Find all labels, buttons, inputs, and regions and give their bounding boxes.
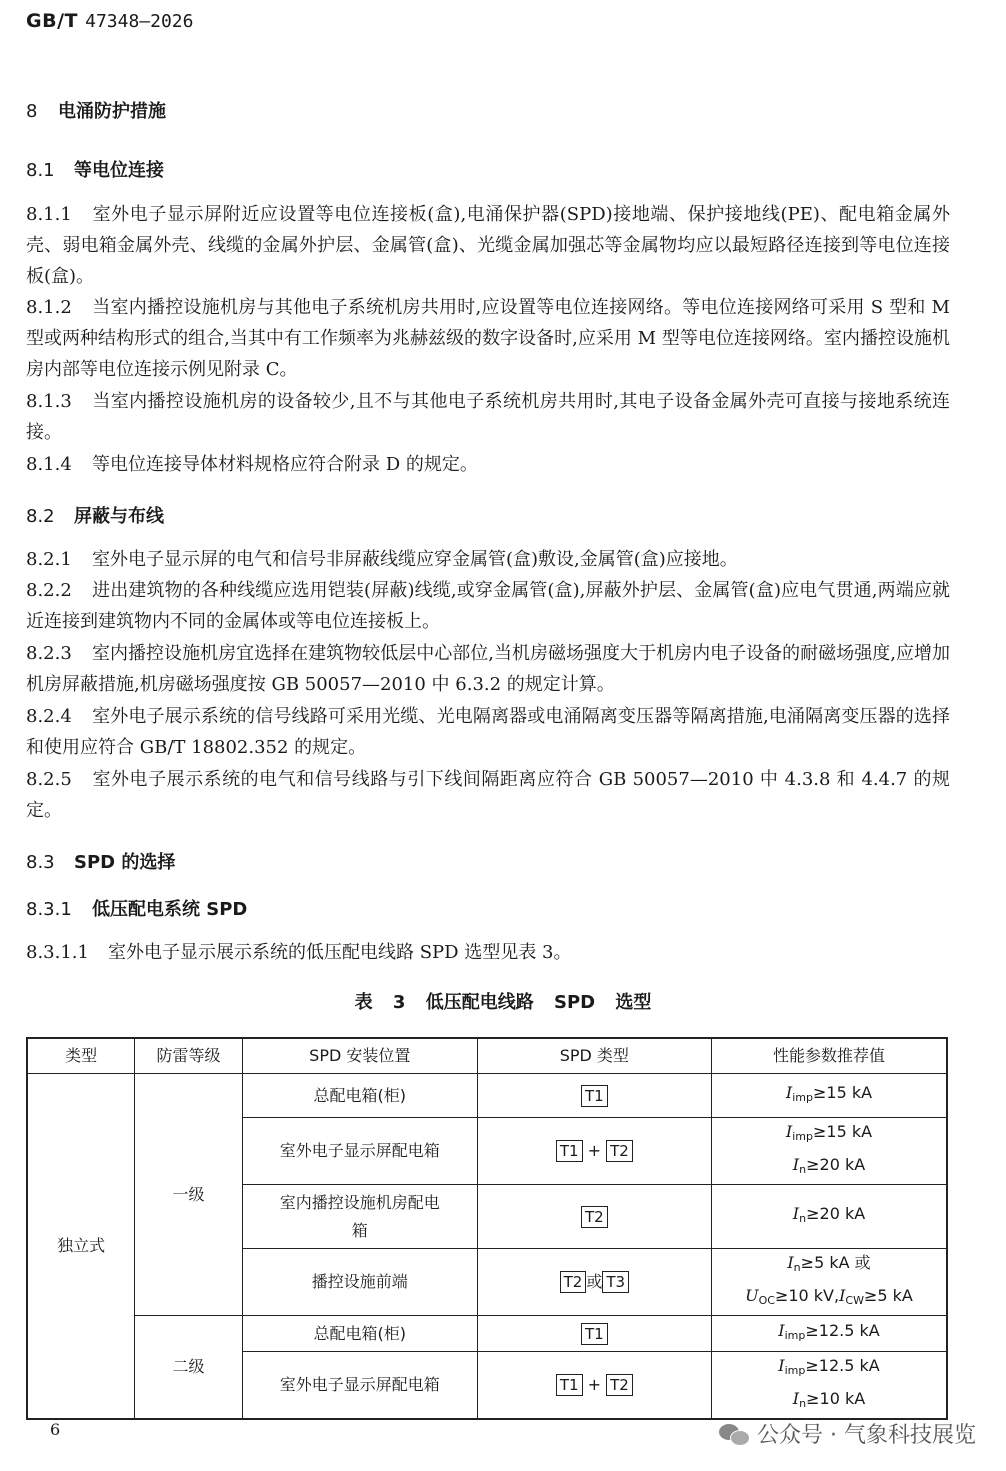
table-row	[27, 1316, 947, 1352]
standard-header	[26, 10, 193, 32]
level-cell: 一级	[135, 1074, 243, 1316]
clause-8-1-1: 8.1.1 室外电子显示屏附近应设置等电位连接板(盒),电涌保护器(SPD)接地端、保护接地线(PE)、配电箱金属外壳、弱电箱金属外壳、线缆的金属外护层、金属管(盒)、光缆金属加强芯等金属物均应以最短路径连接到等电位连接板(盒)。	[26, 204, 950, 287]
spd-type-cell: T2	[477, 1185, 711, 1249]
spd-selection-table	[26, 1037, 948, 1420]
location-cell: 室外电子显示屏配电箱	[242, 1118, 477, 1185]
params-cell: $I_n\ge 5$ kA 或 $U_{OC}\ge 10$ $kV,I_{CW}\ge 5$ kA	[711, 1249, 947, 1316]
clause-8-1-2: 8.1.2 当室内播控设施机房与其他电子系统机房共用时,应设置等电位连接网络。等电位连接网络可采用 S 型和 M 型或两种结构形式的组合,当其中有工作频率为兆赫兹级的数字设备时,应采用 M 型等电位连接网络。室内播控设施机房内部等电位连接示例见附录 C。	[26, 297, 950, 380]
section-8-2-heading: 8.2 屏蔽与布线	[26, 506, 164, 527]
page-number: 6	[50, 1420, 61, 1439]
header-params: 性能参数推荐值	[711, 1038, 947, 1074]
location-cell: 播控设施前端	[242, 1249, 477, 1316]
spd-type-cell: T1	[477, 1074, 711, 1118]
section-8-heading: 8 电涌防护措施	[26, 101, 166, 122]
standard-number: 47348—2026	[85, 11, 194, 32]
params-cell: $I_{imp}\ge 15$ kA	[711, 1074, 947, 1118]
level-cell: 二级	[135, 1316, 243, 1420]
location-cell: 室外电子显示屏配电箱	[242, 1352, 477, 1420]
spd-type-cell: T1 + T2	[477, 1352, 711, 1420]
params-cell: $I_n\ge 20$ kA	[711, 1185, 947, 1249]
spd-type-cell: T2 或 T3	[477, 1249, 711, 1316]
table-header-row	[27, 1038, 947, 1074]
type-cell: 独立式	[27, 1074, 135, 1420]
wechat-icon	[719, 1422, 749, 1446]
clause-8-2-3: 8.2.3 室内播控设施机房宜选择在建筑物较低层中心部位,当机房磁场强度大于机房内电子设备的耐磁场强度,应增加机房屏蔽措施,机房磁场强度按 GB 50057—2010 中 6.3.2 的规定计算。	[26, 643, 950, 695]
params-cell: $I_{imp}\ge 12.5$ kA	[711, 1316, 947, 1352]
clause-8-2-4: 8.2.4 室外电子展示系统的信号线路可采用光缆、光电隔离器或电涌隔离变压器等隔离措施,电涌隔离变压器的选择和使用应符合 GB/T 18802.352 的规定。	[26, 706, 950, 758]
params-cell: $I_{imp}\ge 12.5$ kA $I_n\ge 10$ kA	[711, 1352, 947, 1420]
clause-8-1-4: 8.1.4 等电位连接导体材料规格应符合附录 D 的规定。	[26, 454, 478, 475]
params-cell: $I_{imp}\ge 15$ kA $I_n\ge 20$ kA	[711, 1118, 947, 1185]
standard-prefix: GB/T	[26, 10, 78, 32]
clause-8-2-1: 8.2.1 室外电子显示屏的电气和信号非屏蔽线缆应穿金属管(盒)敷设,金属管(盒)应接地。	[26, 549, 738, 570]
spd-type-cell: T1	[477, 1316, 711, 1352]
location-cell: 总配电箱(柜)	[242, 1316, 477, 1352]
clause-8-3-1-1: 8.3.1.1 室外电子显示展示系统的低压配电线路 SPD 选型见表 3。	[26, 942, 572, 963]
section-8-3-heading: 8.3 SPD 的选择	[26, 852, 176, 873]
location-cell: 总配电箱(柜)	[242, 1074, 477, 1118]
clause-8-2-5: 8.2.5 室外电子展示系统的电气和信号线路与引下线间隔距离应符合 GB 50057—2010 中 4.3.8 和 4.4.7 的规定。	[26, 769, 950, 821]
watermark	[719, 1418, 976, 1449]
watermark-text: 公众号 · 气象科技展览	[757, 1423, 976, 1448]
location-cell: 室内播控设施机房配电箱	[242, 1185, 477, 1249]
table-caption: 表 3 低压配电线路 SPD 选型	[354, 992, 652, 1013]
clause-8-1-3: 8.1.3 当室内播控设施机房的设备较少,且不与其他电子系统机房共用时,其电子设备金属外壳可直接与接地系统连接。	[26, 391, 950, 443]
header-spd-type: SPD 类型	[477, 1038, 711, 1074]
section-8-1-heading: 8.1 等电位连接	[26, 160, 164, 181]
clause-8-2-2: 8.2.2 进出建筑物的各种线缆应选用铠装(屏蔽)线缆,或穿金属管(盒),屏蔽外护层、金属管(盒)应电气贯通,两端应就近连接到建筑物内不同的金属体或等电位连接板上。	[26, 580, 950, 632]
header-type: 类型	[27, 1038, 135, 1074]
table-row	[27, 1074, 947, 1118]
spd-type-cell: T1 + T2	[477, 1118, 711, 1185]
header-location: SPD 安装位置	[242, 1038, 477, 1074]
section-8-3-1-heading: 8.3.1 低压配电系统 SPD	[26, 899, 248, 920]
header-level: 防雷等级	[135, 1038, 243, 1074]
